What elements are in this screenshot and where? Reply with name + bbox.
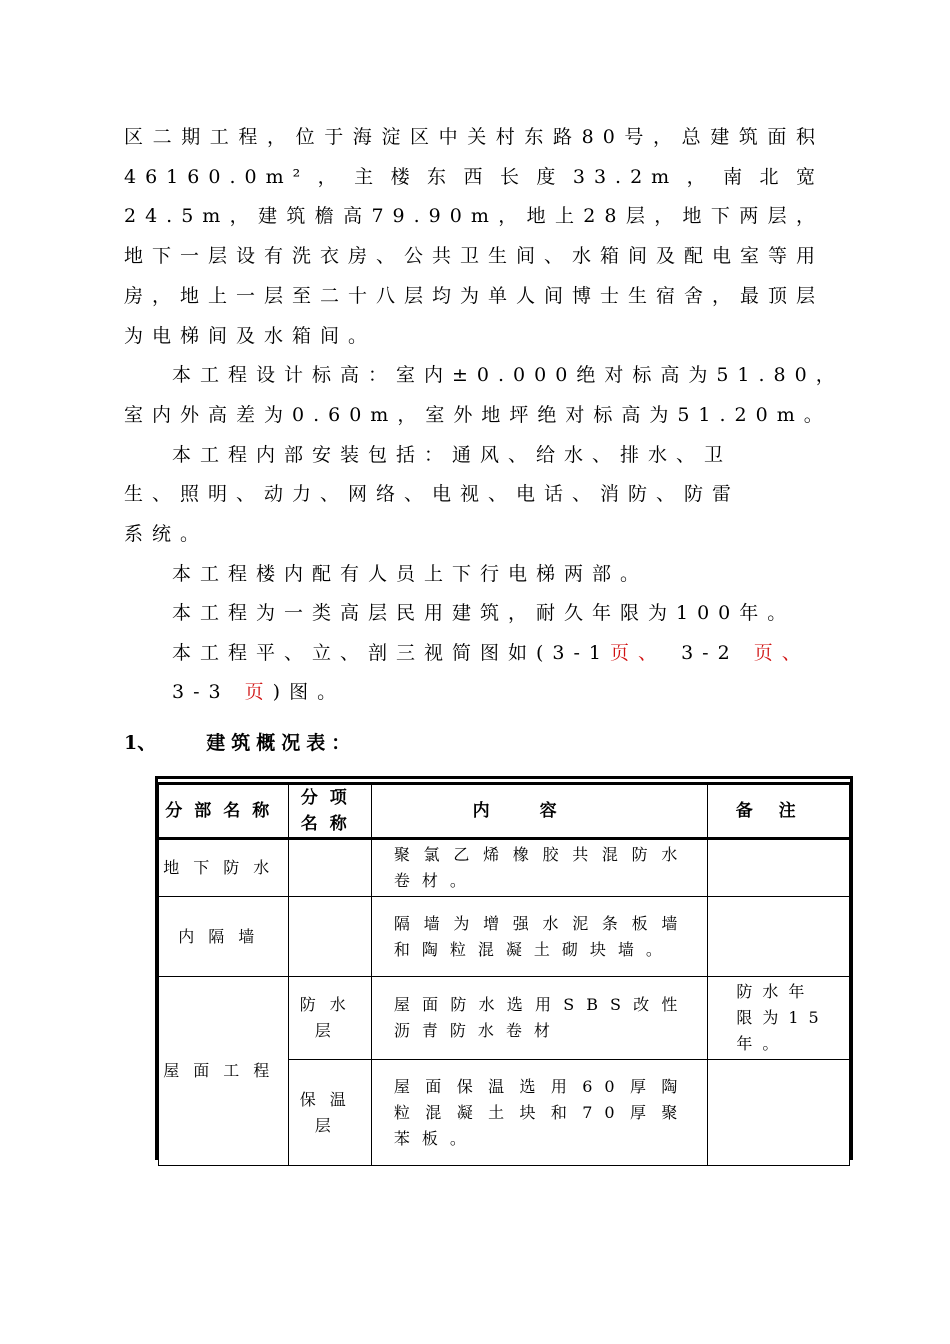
table-row: [159, 977, 850, 1060]
views-text-b: 3-2: [681, 642, 739, 664]
page-ref-2: 页、: [753, 642, 810, 664]
intro-paragraph: 区二期工程，位于海淀区中关村东路80号，总建筑面积46160.0m²，主楼东西长度33.2m，南北宽24.5m，建筑檐高79.90m，地上28层，地下两层，地下一层设有洗衣房、公共卫生间、水箱间及配电室等用房，地上一层至二十八层均为单人间博士生宿舍，最顶层为电梯间及水箱间。: [124, 126, 825, 347]
section-heading: [124, 728, 356, 755]
cell-division: 屋面工程: [159, 977, 289, 1166]
cell-note: [708, 839, 850, 897]
views-text-c: 3-3: [172, 681, 230, 703]
views-text-a: 本工程平、立、剖三视简图如(3-1: [172, 642, 611, 664]
elevation-line-2: 室内外高差为0.60m，室外地坪绝对标高为51.20m。: [124, 404, 832, 426]
page-ref-1: 页、: [610, 642, 667, 664]
building-overview-table: [158, 782, 850, 1166]
class-paragraph: 本工程为一类高层民用建筑，耐久年限为100年。: [172, 602, 796, 624]
cell-item: 防水层: [288, 977, 371, 1060]
header-content: 内容: [371, 784, 707, 839]
section-number: 1、: [124, 732, 157, 754]
cell-item: [288, 897, 371, 977]
cell-content: 屋面保温选用60厚陶粒混凝土块和70厚聚苯板。: [371, 1060, 707, 1166]
table-header-row: [159, 784, 850, 839]
cell-item: 保温层: [288, 1060, 371, 1166]
table-row: [159, 897, 850, 977]
cell-content: 聚氯乙烯橡胶共混防水卷材。: [371, 839, 707, 897]
cell-note: 防水年限为15年。: [708, 977, 850, 1060]
install-line-1: 本工程内部安装包括：通风、给水、排水、卫: [172, 444, 733, 466]
header-note: 备注: [708, 784, 850, 839]
cell-content: 屋面防水选用SBS改性沥青防水卷材: [371, 977, 707, 1060]
cell-division: 地下防水: [159, 839, 289, 897]
install-line-2: 生、照明、动力、网络、电视、电话、消防、防雷: [124, 483, 741, 505]
cell-note: [708, 1060, 850, 1166]
header-item: 分项名称: [288, 784, 371, 839]
header-division: 分部名称: [159, 784, 289, 839]
cell-note: [708, 897, 850, 977]
page-ref-3: 页: [244, 681, 273, 703]
table-row: [159, 839, 850, 897]
install-line-3: 系统。: [124, 523, 209, 545]
elevation-line-1: 本工程设计标高：室内±0.000绝对标高为51.80，: [172, 364, 844, 386]
cell-division: 内隔墙: [159, 897, 289, 977]
elevator-paragraph: 本工程楼内配有人员上下行电梯两部。: [172, 563, 649, 585]
views-line-1: [172, 634, 810, 674]
views-text-d: )图。: [272, 681, 346, 703]
cell-content: 隔墙为增强水泥条板墙和陶粒混凝土砌块墙。: [371, 897, 707, 977]
views-line-2: [172, 673, 345, 713]
section-title: 建筑概况表：: [206, 732, 357, 754]
cell-item: [288, 839, 371, 897]
